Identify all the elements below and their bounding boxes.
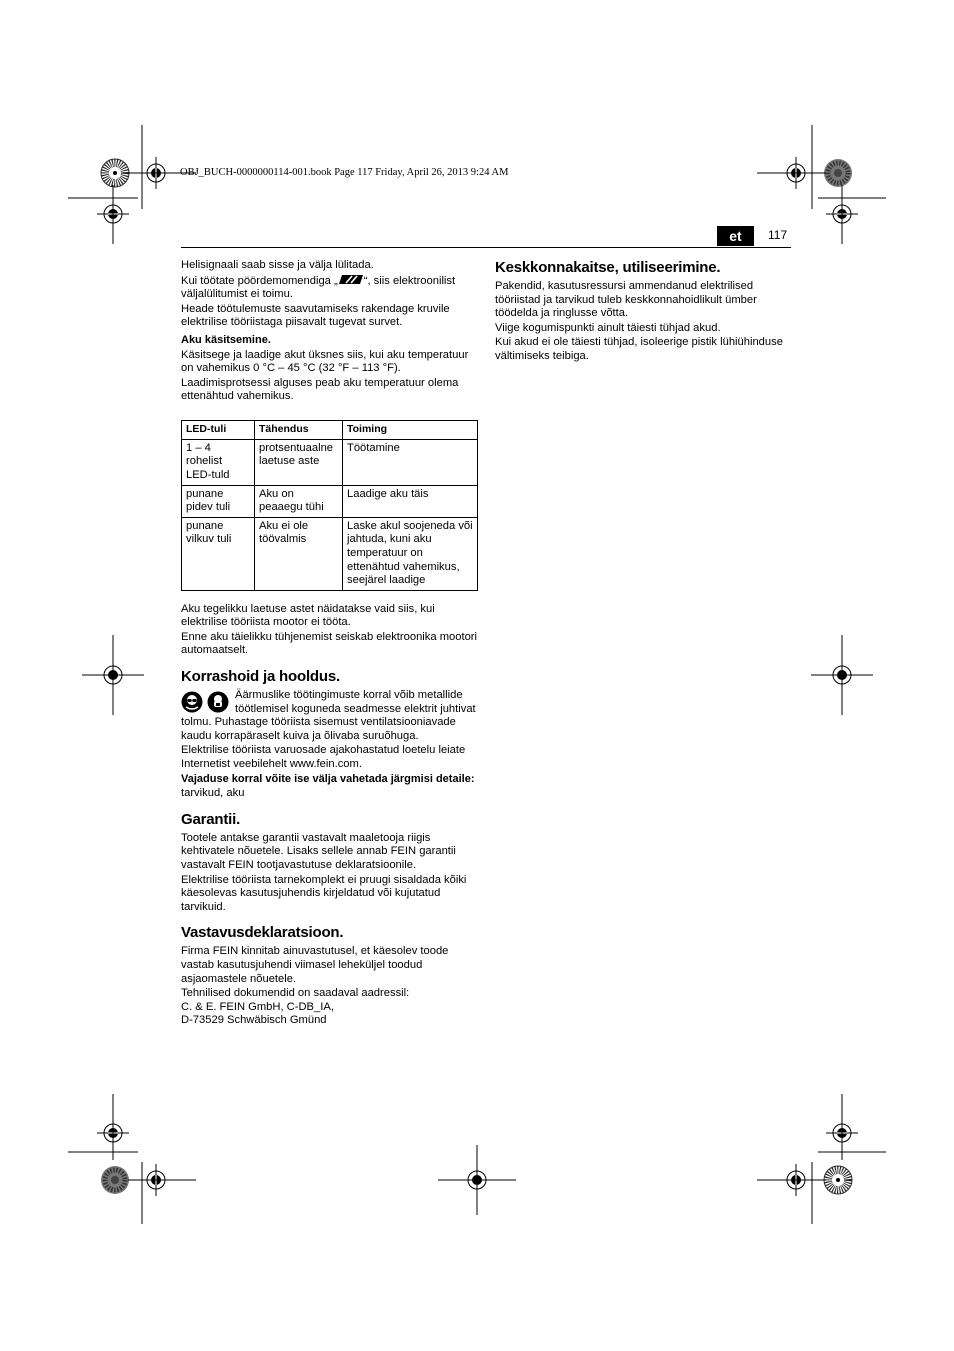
paragraph: Laadimisprotsessi alguses peab aku temperatuur olema ettenähtud vahemikus. [181,376,459,403]
paragraph: Helisignaali saab sisse ja välja lülitada. [181,259,374,271]
table-cell: punane pidev tuli [182,485,255,517]
left-column [181,259,479,1028]
table-row [182,517,478,590]
paragraph: Heade töötulemuste saavutamiseks rakendage kruvile elektrilise tööriistaga piisavalt tugevat survet. [181,302,450,329]
safety-goggles-icon [181,691,203,713]
section-heading: Vastavusdeklaratsioon. [181,924,344,942]
paragraph-torque: Kui töötate pöördemomendiga „ “, siis elektroonilist väljalülitumist ei toimu. [181,274,456,301]
paragraph: Enne aku täielikku tühjenemist seiskab elektroonika mootori automaatselt. [181,630,478,657]
bold-line: Vajaduse korral võite ise välja vahetada järgmisi detaile: [181,772,475,785]
section-heading: Korrashoid ja hooldus. [181,668,340,686]
torque-symbol-icon [338,274,364,285]
section-heading: Garantii. [181,810,241,828]
table-cell: Laske akul soojeneda või jahtuda, kuni aku temperatuur on ettenähtud vahemikus, seejärel laadige [343,517,478,590]
paragraph: Käsitsege ja laadige akut üksnes siis, kui aku temperatuur on vahemikus 0 °C – 45 °C (32 °F – 113 °F). [181,348,469,375]
paragraph: Viige kogumispunkti ainult täiesti tühjad akud. [495,321,721,334]
table-cell: Laadige aku täis [343,485,478,517]
table-header-cell: Toiming [343,420,478,439]
paragraph: Firma FEIN kinnitab ainuvastutusel, et käesolev toode vastab kasutusjuhendi viimasel leheküljel toodud asjaomastele nõuetele. [181,945,449,985]
paragraph: Elektrilise tööriista tarnekomplekt ei pruugi sisaldada kõiki käesolevas kasutusjuhendis kirjeldatud või kujutatud tarvikuid. [181,873,467,913]
page-number: 117 [768,228,788,242]
header-rule [181,247,791,248]
table-cell: Aku on peaaegu tühi [255,485,343,517]
paragraph: Tootele antakse garantii vastavalt maaletooja riigis kehtivatele nõuetele. Lisaks sellele annab FEIN garantii vastavalt FEIN tootjavastutuse deklaratsioonile. [181,831,456,871]
print-slug: OBJ_BUCH-0000000114-001.book Page 117 Friday, April 26, 2013 9:24 AM [180,167,509,178]
address-line: C. & E. FEIN GmbH, C-DB_IA, [181,1000,334,1013]
paragraph: Kui akud ei ole täiesti tühjad, isoleerige pistik lühiühinduse vältimiseks teibiga. [495,336,783,362]
safety-icons [181,691,229,713]
address-line: D-73529 Schwäbisch Gmünd [181,1014,327,1027]
table-cell: Aku ei ole töövalmis [255,517,343,590]
section-heading: Keskkonnakaitse, utiliseerimine. [495,259,721,276]
respirator-mask-icon [207,691,229,713]
paragraph: Äärmuslike töötingimuste korral võib metallide töötlemisel koguneda seadmesse elektrit juhtivat tolmu. Puhastage tööriista sisemust ventilatsiooniavade kaudu korrapäraselt kuiva ja õlivaba suruõhuga. [181,689,476,742]
table-header-cell: LED-tuli [182,420,255,439]
led-status-table [181,420,478,591]
table-cell: Töötamine [343,439,478,485]
right-column [495,259,793,365]
table-header-cell: Tähendus [255,420,343,439]
paragraph: Pakendid, kasutusressursi ammendanud elektrilised tööriistad ja tarvikud tuleb keskkonnahoidlikult ümber töödelda ja ringlusse võtta. [495,280,757,320]
table-cell: 1 – 4 rohelist LED-tuld [182,439,255,485]
language-badge: et [717,226,754,246]
table-row [182,439,478,485]
table-row [182,485,478,517]
table-cell: protsentuaalne laetuse aste [255,439,343,485]
address-line: Tehnilised dokumendid on saadaval aadressil: [181,987,410,1000]
paragraph: Aku tegelikku laetuse astet näidatakse vaid siis, kui elektrilise tööriista mootor ei tööta. [181,602,435,629]
table-header-row [182,420,478,439]
paragraph: Elektrilise tööriista varuosade ajakohastatud loetelu leiate Internetist veebilehelt www.fein.com. [181,744,466,771]
table-cell: punane vilkuv tuli [182,517,255,590]
paragraph: tarvikud, aku [181,787,245,800]
section-subheading: Aku käsitsemine. [181,333,271,346]
